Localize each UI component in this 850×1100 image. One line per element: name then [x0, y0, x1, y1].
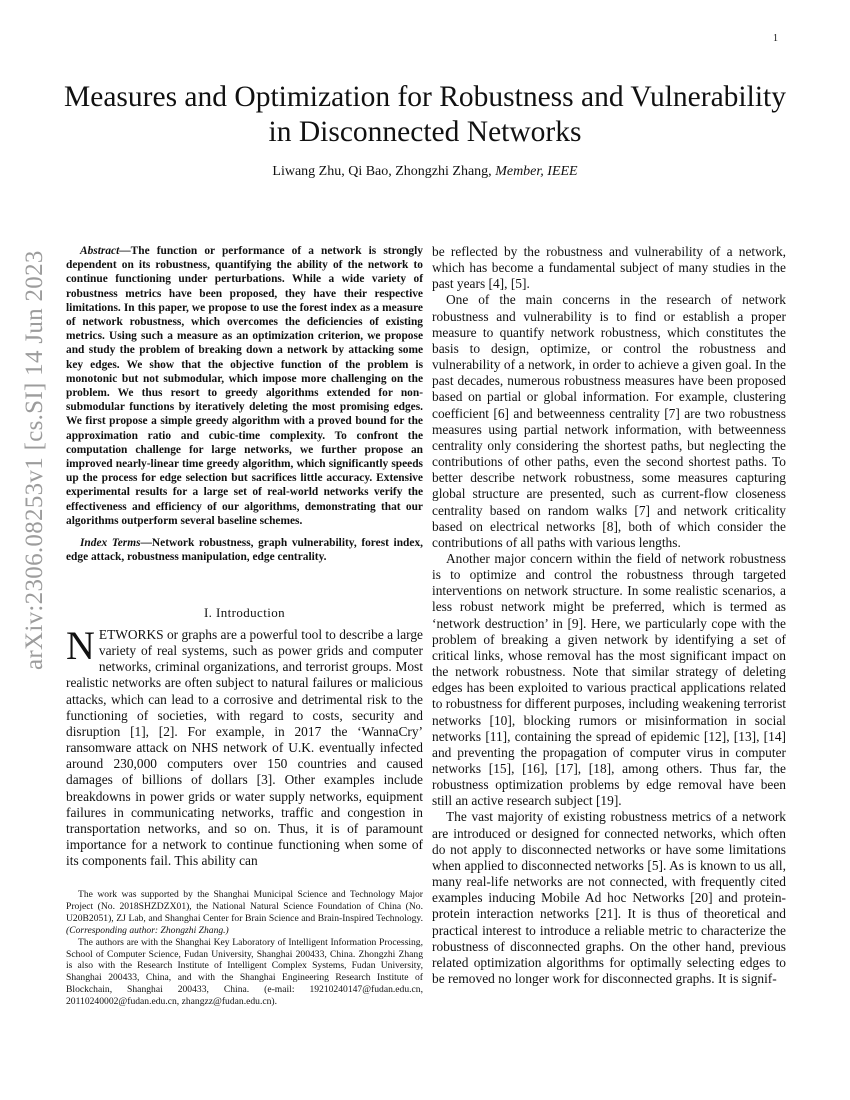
introduction-body	[66, 623, 423, 869]
right-paragraph: One of the main concerns in the research of network robustness and vulnerability is to find or establish a proper measure to quantify network robustness, which constitutes the basis to design, optimize, or control the robustness and vulnerability of a network, in order to achieve a given goal. In the past decades, numerous robustness measures have been proposed based on partial or global information. For example, clustering coefficient [6] and betweenness centrality [7] are two robustness measures using partial network information, with betweenness centrality only considering the shortest paths, but neglecting the contributions of other paths, even the second shortest paths. To better describe network robustness, some measures capturing global structure are presented, such as current-flow closeness centrality based on random walks [7] and network criticality based on electrical networks [8], both of which consider the contributions of all paths with various lengths.	[432, 292, 786, 550]
right-column	[432, 244, 786, 987]
arxiv-identifier: arXiv:2306.08253v1 [cs.SI] 14 Jun 2023	[21, 250, 48, 670]
paper-title: Measures and Optimization for Robustness and Vulnerability in Disconnected Networks	[64, 81, 786, 148]
abstract-paragraph	[66, 244, 423, 528]
author-line	[60, 164, 790, 180]
index-terms-text: —Network robustness, graph vulnerability, forest index, edge attack, robustness manipulation, edge centrality.	[66, 537, 423, 564]
index-terms-paragraph	[66, 536, 423, 564]
abstract-label: Abstract	[80, 245, 120, 257]
page-number: 1	[773, 33, 778, 44]
drop-cap: N	[66, 623, 95, 668]
intro-paragraph	[66, 623, 423, 869]
footnote-affiliations: The authors are with the Shanghai Key Laboratory of Intelligent Information Processing, School of Computer Science, Fudan University, Shanghai 200433, China. Zhongzhi Zhang is also with the Research Institute of Intelligent Complex Systems, Fudan University, Shanghai 200433, China, and with the Shanghai Engineering Research Institute of Blockchain, Shanghai 200433, China. (e-mail: 19210240147@fudan.edu.cn, 20110240002@fudan.edu.cn, zhangzz@fudan.edu.cn).	[66, 936, 423, 1008]
section-heading-introduction: I. Introduction	[203, 605, 286, 620]
author-names: Liwang Zhu, Qi Bao, Zhongzhi Zhang,	[272, 164, 496, 179]
author-membership: Member, IEEE	[495, 164, 578, 179]
right-paragraph: The vast majority of existing robustness metrics of a network are introduced or designed for connected networks, which often do not apply to disconnected networks or have some limitations when applied to disconnected networks [5]. As is known to us all, many real-life networks are not connected, with frequently cited examples inducing Mobile Ad hoc Networks [20] and protein-protein interaction networks [21]. It is thus of theoretical and practical interest to introduce a reliable metric to characterize the robustness of disconnected graphs. On the other hand, previous related optimization algorithms for optimally selecting edges to be removed no longer work for disconnected graphs. It is signif-	[432, 809, 786, 987]
right-paragraph: be reflected by the robustness and vulnerability of a network, which has become a fundamental subject of many studies in the past years [4], [5].	[432, 244, 786, 292]
right-paragraph: Another major concern within the field of network robustness is to optimize and control the robustness through targeted interventions on network structure. In some realistic scenarios, a less robust network might be preferred, which is termed as ‘network destruction’ in [9]. Here, we particularly cope with the problem of breaking a given network by identifying a set of critical links, whose removal has the most significant impact on the network robustness. Note that similar strategy of deleting edges has been exploited to various practical applications related to robustness for different purposes, including weakening terrorist networks [10], blocking rumors or misinformation in social networks [11], containing the spread of epidemic [12], [13], [14] and preventing the propagation of computer virus in computer networks [15], [16], [17], [18], among others. Thus far, the robustness optimization problems by edge removal have been still an active research subject [19].	[432, 550, 786, 809]
footnote-funding-text: The work was supported by the Shanghai Municipal Science and Technology Major Project (No. 2018SHZDZX01), the National Natural Science Foundation of China (No. U20B2051), ZJ Lab, and Shanghai Center for Brain Science and Brain-Inspired Technology.	[66, 889, 423, 924]
index-terms-label: Index Terms	[80, 537, 141, 550]
abstract-block	[66, 244, 423, 564]
intro-text: or graphs are a powerful tool to describe a large variety of real systems, such as power grids and computer networks, criminal organizations, and terrorist groups. Most realistic networks are often subject to natural failures or malicious attacks, which can lead to a corrosive and detrimental risk to the functioning of societies, with regard to costs, security and disruption [1], [2]. For example, in 2017 the ‘WannaCry’ ransomware attack on NHS network of U.K. eventually infected around 230,000 computers over 150 countries and caused damages of billions of dollars [3]. Other examples include breakdowns in power grids or water supply networks, equipment failures in communicating networks, traffic and congestion in transportation networks, and so on. Thus, it is of paramount importance for a network to continue functioning when some of its components fail. This ability can	[66, 627, 423, 869]
footnotes	[66, 889, 423, 1008]
intro-first-word: ETWORKS	[98, 627, 164, 642]
footnote-funding	[66, 889, 423, 937]
abstract-text: —The function or performance of a network is strongly dependent on its robustness, quantifying the ability of the network to continue functioning under perturbations. While a wide variety of robustness metrics have been proposed, they have their respective limitations. In this paper, we propose to use the forest index as a measure of network robustness, which overcomes the deficiencies of existing metrics. Using such a measure as an optimization criterion, we propose and study the problem of breaking down a network by attacking some key edges. We show that the objective function of the problem is monotonic but not submodular, which impose more challenging on the problem. We thus resort to greedy algorithms extended for non-submodular functions by iteratively deleting the most promising edges. We first propose a simple greedy algorithm with a proved bound for the approximation ratio and cubic-time complexity. To confront the computation challenge for large networks, we further propose an improved nearly-linear time greedy algorithm, which significantly speeds up the process for edge selection but sacrifices little accuracy. Extensive experimental results for a large set of real-world networks verify the effectiveness and efficiency of our algorithms, demonstrating that our algorithms outperform several baseline schemes.	[66, 245, 423, 527]
footnote-corresponding: (Corresponding author: Zhongzhi Zhang.)	[66, 924, 229, 936]
